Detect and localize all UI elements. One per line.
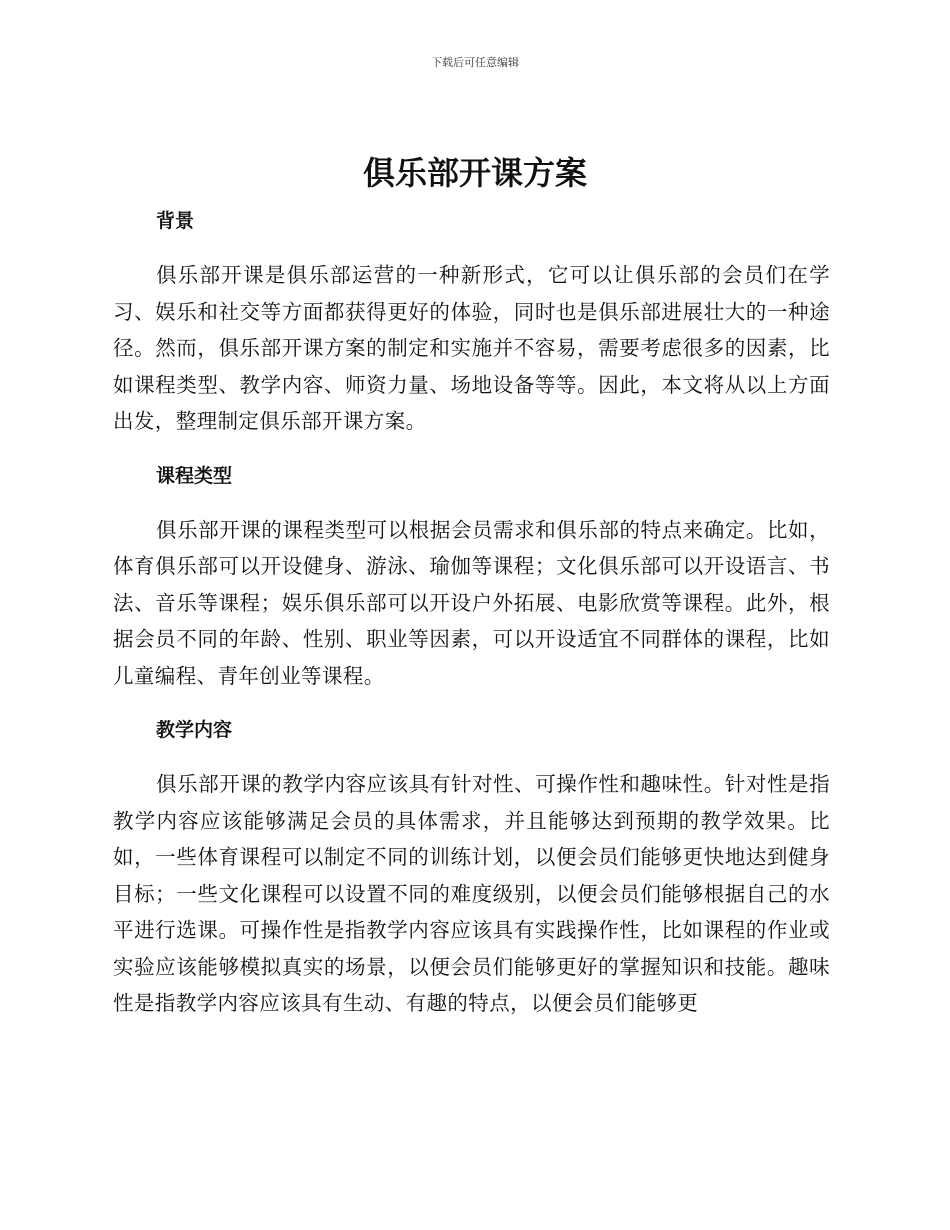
header-note: 下载后可任意编辑 [431, 56, 519, 69]
document-title: 俱乐部开课方案 [362, 154, 587, 192]
section-heading-course-types: 课程类型 [156, 464, 233, 487]
section-paragraph-course-types: 俱乐部开课的课程类型可以根据会员需求和俱乐部的特点来确定。比如，体育俱乐部可以开设健身、游泳、瑜伽等课程；文化俱乐部可以开设语言、书法、音乐等课程；娱乐俱乐部可以开设户外拓展、电影欣赏等课程。此外，根据会员不同的年龄、性别、职业等因素，可以开设适宜不同群体的课程，比如儿童编程、青年创业等课程。 [113, 517, 830, 688]
section-heading-teaching-content: 教学内容 [156, 719, 233, 741]
document-body [113, 203, 830, 1022]
section-paragraph-background: 俱乐部开课是俱乐部运营的一种新形式，它可以让俱乐部的会员们在学习、娱乐和社交等方面都获得更好的体验，同时也是俱乐部进展壮大的一种途径。然而，俱乐部开课方案的制定和实施并不容易，需要考虑很多的因素，比如课程类型、教学内容、师资力量、场地设备等等。因此，本文将从以上方面出发，整理制定俱乐部开课方案。 [113, 263, 830, 433]
section-paragraph-teaching-content: 俱乐部开课的教学内容应该具有针对性、可操作性和趣味性。针对性是指教学内容应该能够满足会员的具体需求，并且能够达到预期的教学效果。比如，一些体育课程可以制定不同的训练计划，以便会员们能够更快地达到健身目标；一些文化课程可以设置不同的难度级别，以便会员们能够根据自己的水平进行选课。可操作性是指教学内容应该具有实践操作性，比如课程的作业或实验应该能够模拟真实的场景，以便会员们能够更好的掌握知识和技能。趣味性是指教学内容应该具有生动、有趣的特点，以便会员们能够更 [113, 772, 830, 1015]
section-heading-background: 背景 [156, 210, 195, 232]
